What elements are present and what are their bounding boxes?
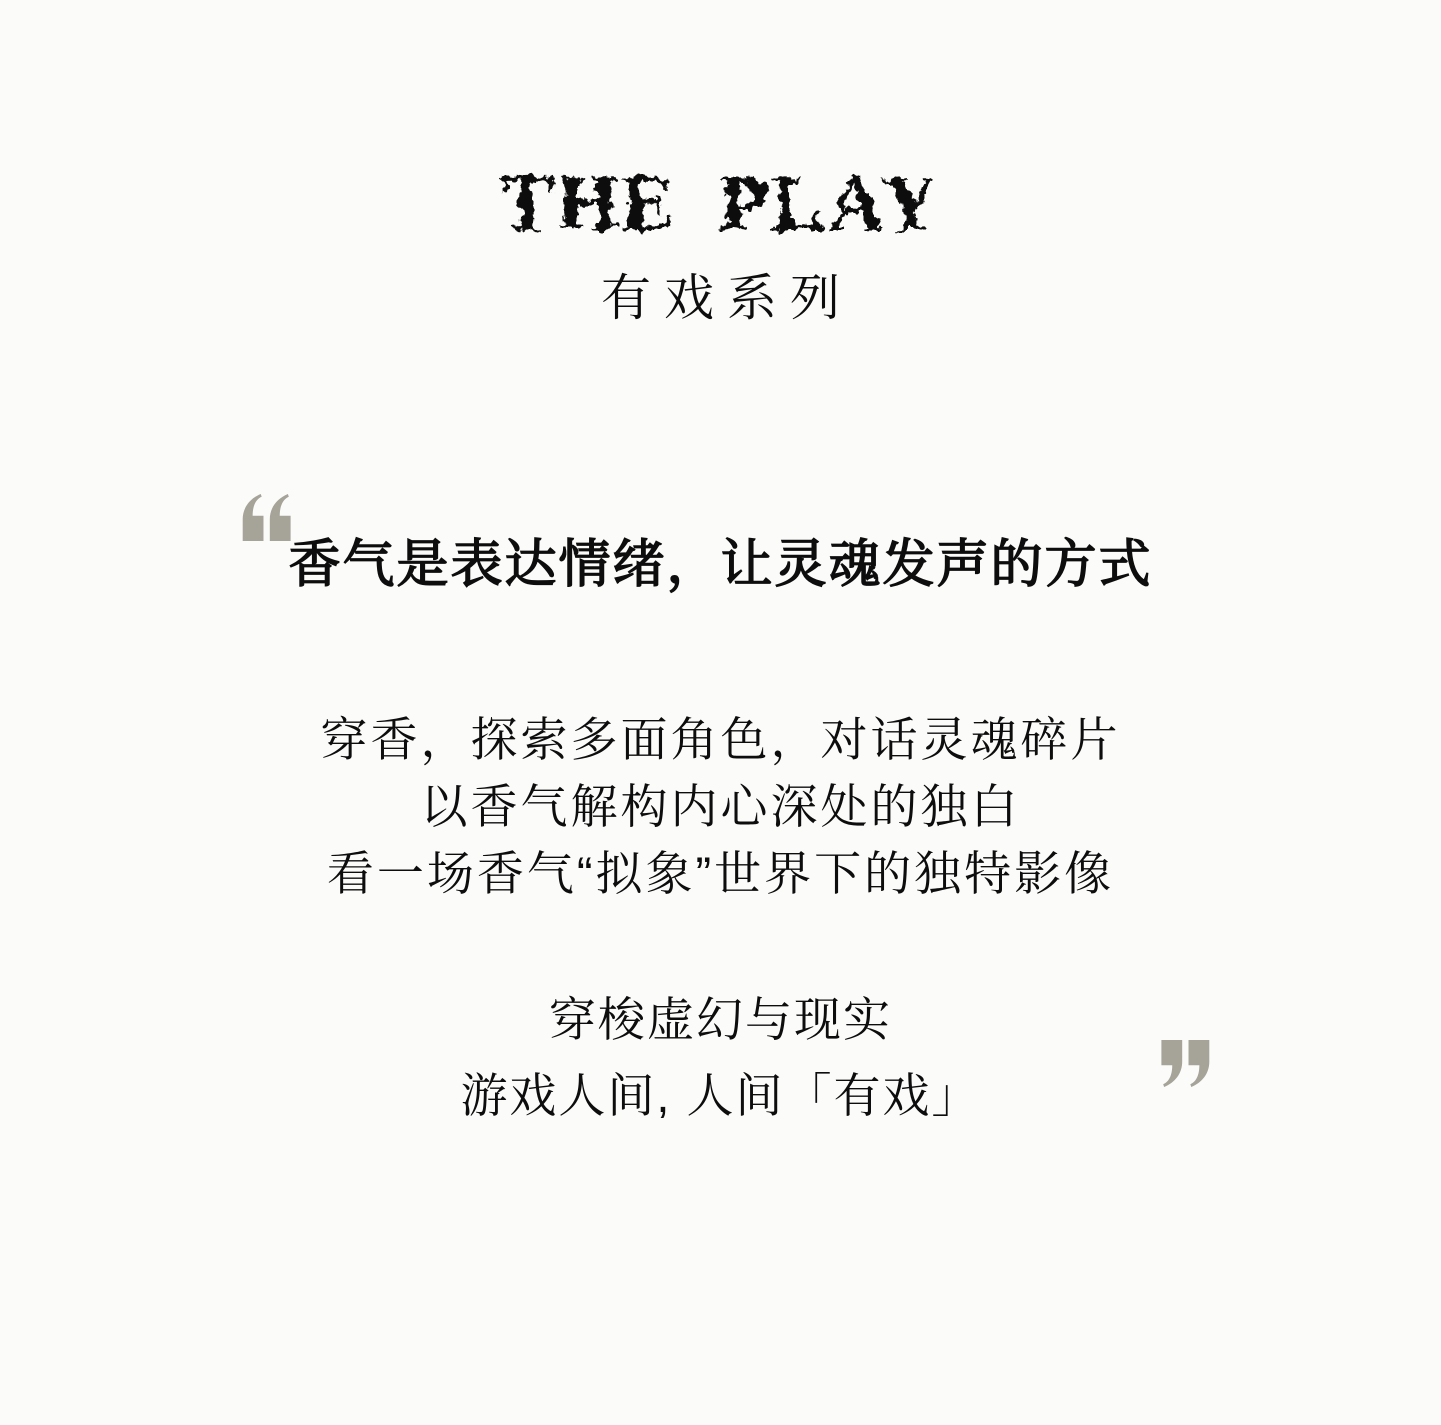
series-title: 有戏系列: [601, 270, 853, 326]
quote-headline: 香气是表达情绪，让灵魂发声的方式: [288, 536, 1153, 594]
quote-body: [0, 706, 1441, 907]
brand-logo-text: THE PLAY: [499, 160, 942, 248]
quote-body-line: 看一场香气“拟象”世界下的独特影像: [326, 847, 1115, 900]
quote-body-line: 穿香，探索多面角色，对话灵魂碎片: [320, 713, 1121, 766]
quote-closing-line: 游戏人间, 人间「有戏」: [460, 1069, 981, 1122]
quote-closing-line: 穿梭虚幻与现实: [549, 993, 892, 1046]
quote-body-line: 以香气解构内心深处的独白: [420, 780, 1021, 833]
close-quote-icon: [1158, 1040, 1210, 1087]
quote-closing: [0, 982, 1441, 1134]
